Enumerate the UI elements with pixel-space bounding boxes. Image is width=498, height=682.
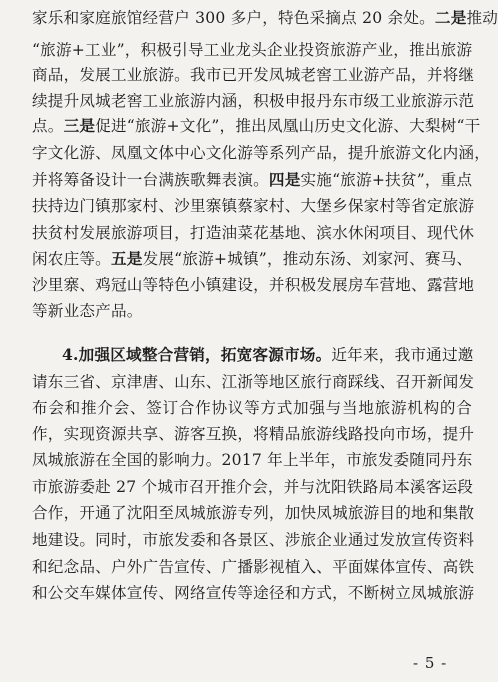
text-line	[32, 40, 472, 60]
text-line	[32, 398, 472, 418]
text-line	[32, 249, 472, 269]
text-line	[32, 8, 498, 28]
text-line	[32, 477, 472, 497]
text-run: 扶贫村发展旅游项目，打造油菜花基地、滨水休闲项目、现代休	[32, 224, 475, 242]
text-run: 近年来，我市通过邀	[331, 346, 474, 364]
text-line	[32, 170, 472, 190]
bold-text-run: 4.加强区域整合营销，拓宽客源市场。	[62, 345, 332, 364]
text-run: 合作，开通了沈阳至凤城旅游专列，加快凤城旅游目的地和集散	[32, 504, 475, 522]
text-line	[32, 196, 475, 216]
text-line	[32, 301, 472, 321]
text-run: 市旅游委赴 27 个城市召开推介会，并与沈阳铁路局本溪客运段	[32, 478, 474, 496]
text-run: 点。	[32, 117, 64, 135]
bold-text-run: 二是	[434, 8, 467, 27]
text-line	[32, 450, 472, 470]
text-run: 等新业态产品。	[32, 302, 143, 320]
text-line	[32, 143, 491, 163]
text-run: 作，实现资源共享、游客互换，将精品旅游线路投向市场，提升	[32, 425, 475, 443]
text-line	[32, 65, 475, 85]
text-run: 地建设。同时，市旅发委和各景区、涉旅企业通过发放宣传资料	[32, 531, 475, 549]
page-number: - 5 -	[413, 654, 448, 672]
bold-text-run: 五是	[110, 249, 143, 268]
text-run: 实施“旅游+扶贫”，重点	[300, 171, 473, 189]
text-run: 布会和推介会、签订合作协议等方式加强与当地旅游机构的合	[32, 399, 472, 417]
text-line	[62, 345, 472, 365]
text-line	[32, 530, 475, 550]
text-line	[32, 557, 475, 577]
text-run: 凤城旅游在全国的影响力。2017 年上半年，市旅发委随同丹东	[32, 451, 473, 469]
text-run: 扶持边门镇那家村、沙里寨镇蔡家村、大堡乡保家村等省定旅游	[32, 197, 475, 215]
text-run: 商品，发展工业旅游。我市已开发凤城老窖工业游产品，并将继	[32, 66, 475, 84]
bold-text-run: 四是	[268, 170, 301, 189]
text-run: 和公交车媒体宣传、网络宣传等途径和方式，不断树立凤城旅游	[32, 584, 475, 602]
text-run: 并将筹备设计一台满族歌舞表演。	[32, 171, 269, 189]
text-line	[32, 116, 481, 136]
bold-text-run: 三是	[63, 116, 96, 135]
text-run: 发展“旅游+城镇”，推动东汤、刘家河、赛马、	[142, 250, 473, 268]
text-run: 家乐和家庭旅馆经营户 300 多户，特色采摘点 20 余处。	[32, 9, 435, 27]
text-run: 推动	[466, 9, 498, 27]
text-line	[32, 372, 475, 392]
text-run: 促进“旅游+文化”，推出凤凰山历史文化游、大梨树“干	[95, 117, 481, 135]
text-line	[32, 275, 475, 295]
text-run: 续提升凤城老窖工业旅游内涵，积极申报丹东市级工业旅游示范	[32, 92, 475, 110]
text-run: 沙里寨、鸡冠山等特色小镇建设，并积极发展房车营地、露营地	[32, 276, 475, 294]
text-run: “旅游+工业”，积极引导工业龙头企业投资旅游产业，推出旅游	[32, 41, 473, 59]
text-line	[32, 223, 475, 243]
text-line	[32, 91, 475, 111]
text-run: 字文化游、凤凰文体中心文化游等系列产品，提升旅游文化内涵，	[32, 144, 491, 162]
text-line	[32, 583, 475, 603]
text-run: 和纪念品、户外广告宣传、广播影视植入、平面媒体宣传、高铁	[32, 558, 475, 576]
text-line	[32, 503, 475, 523]
text-run: 闲农庄等。	[32, 250, 111, 268]
text-line	[32, 424, 475, 444]
text-run: 请东三省、京津唐、山东、江浙等地区旅行商踩线、召开新闻发	[32, 373, 475, 391]
